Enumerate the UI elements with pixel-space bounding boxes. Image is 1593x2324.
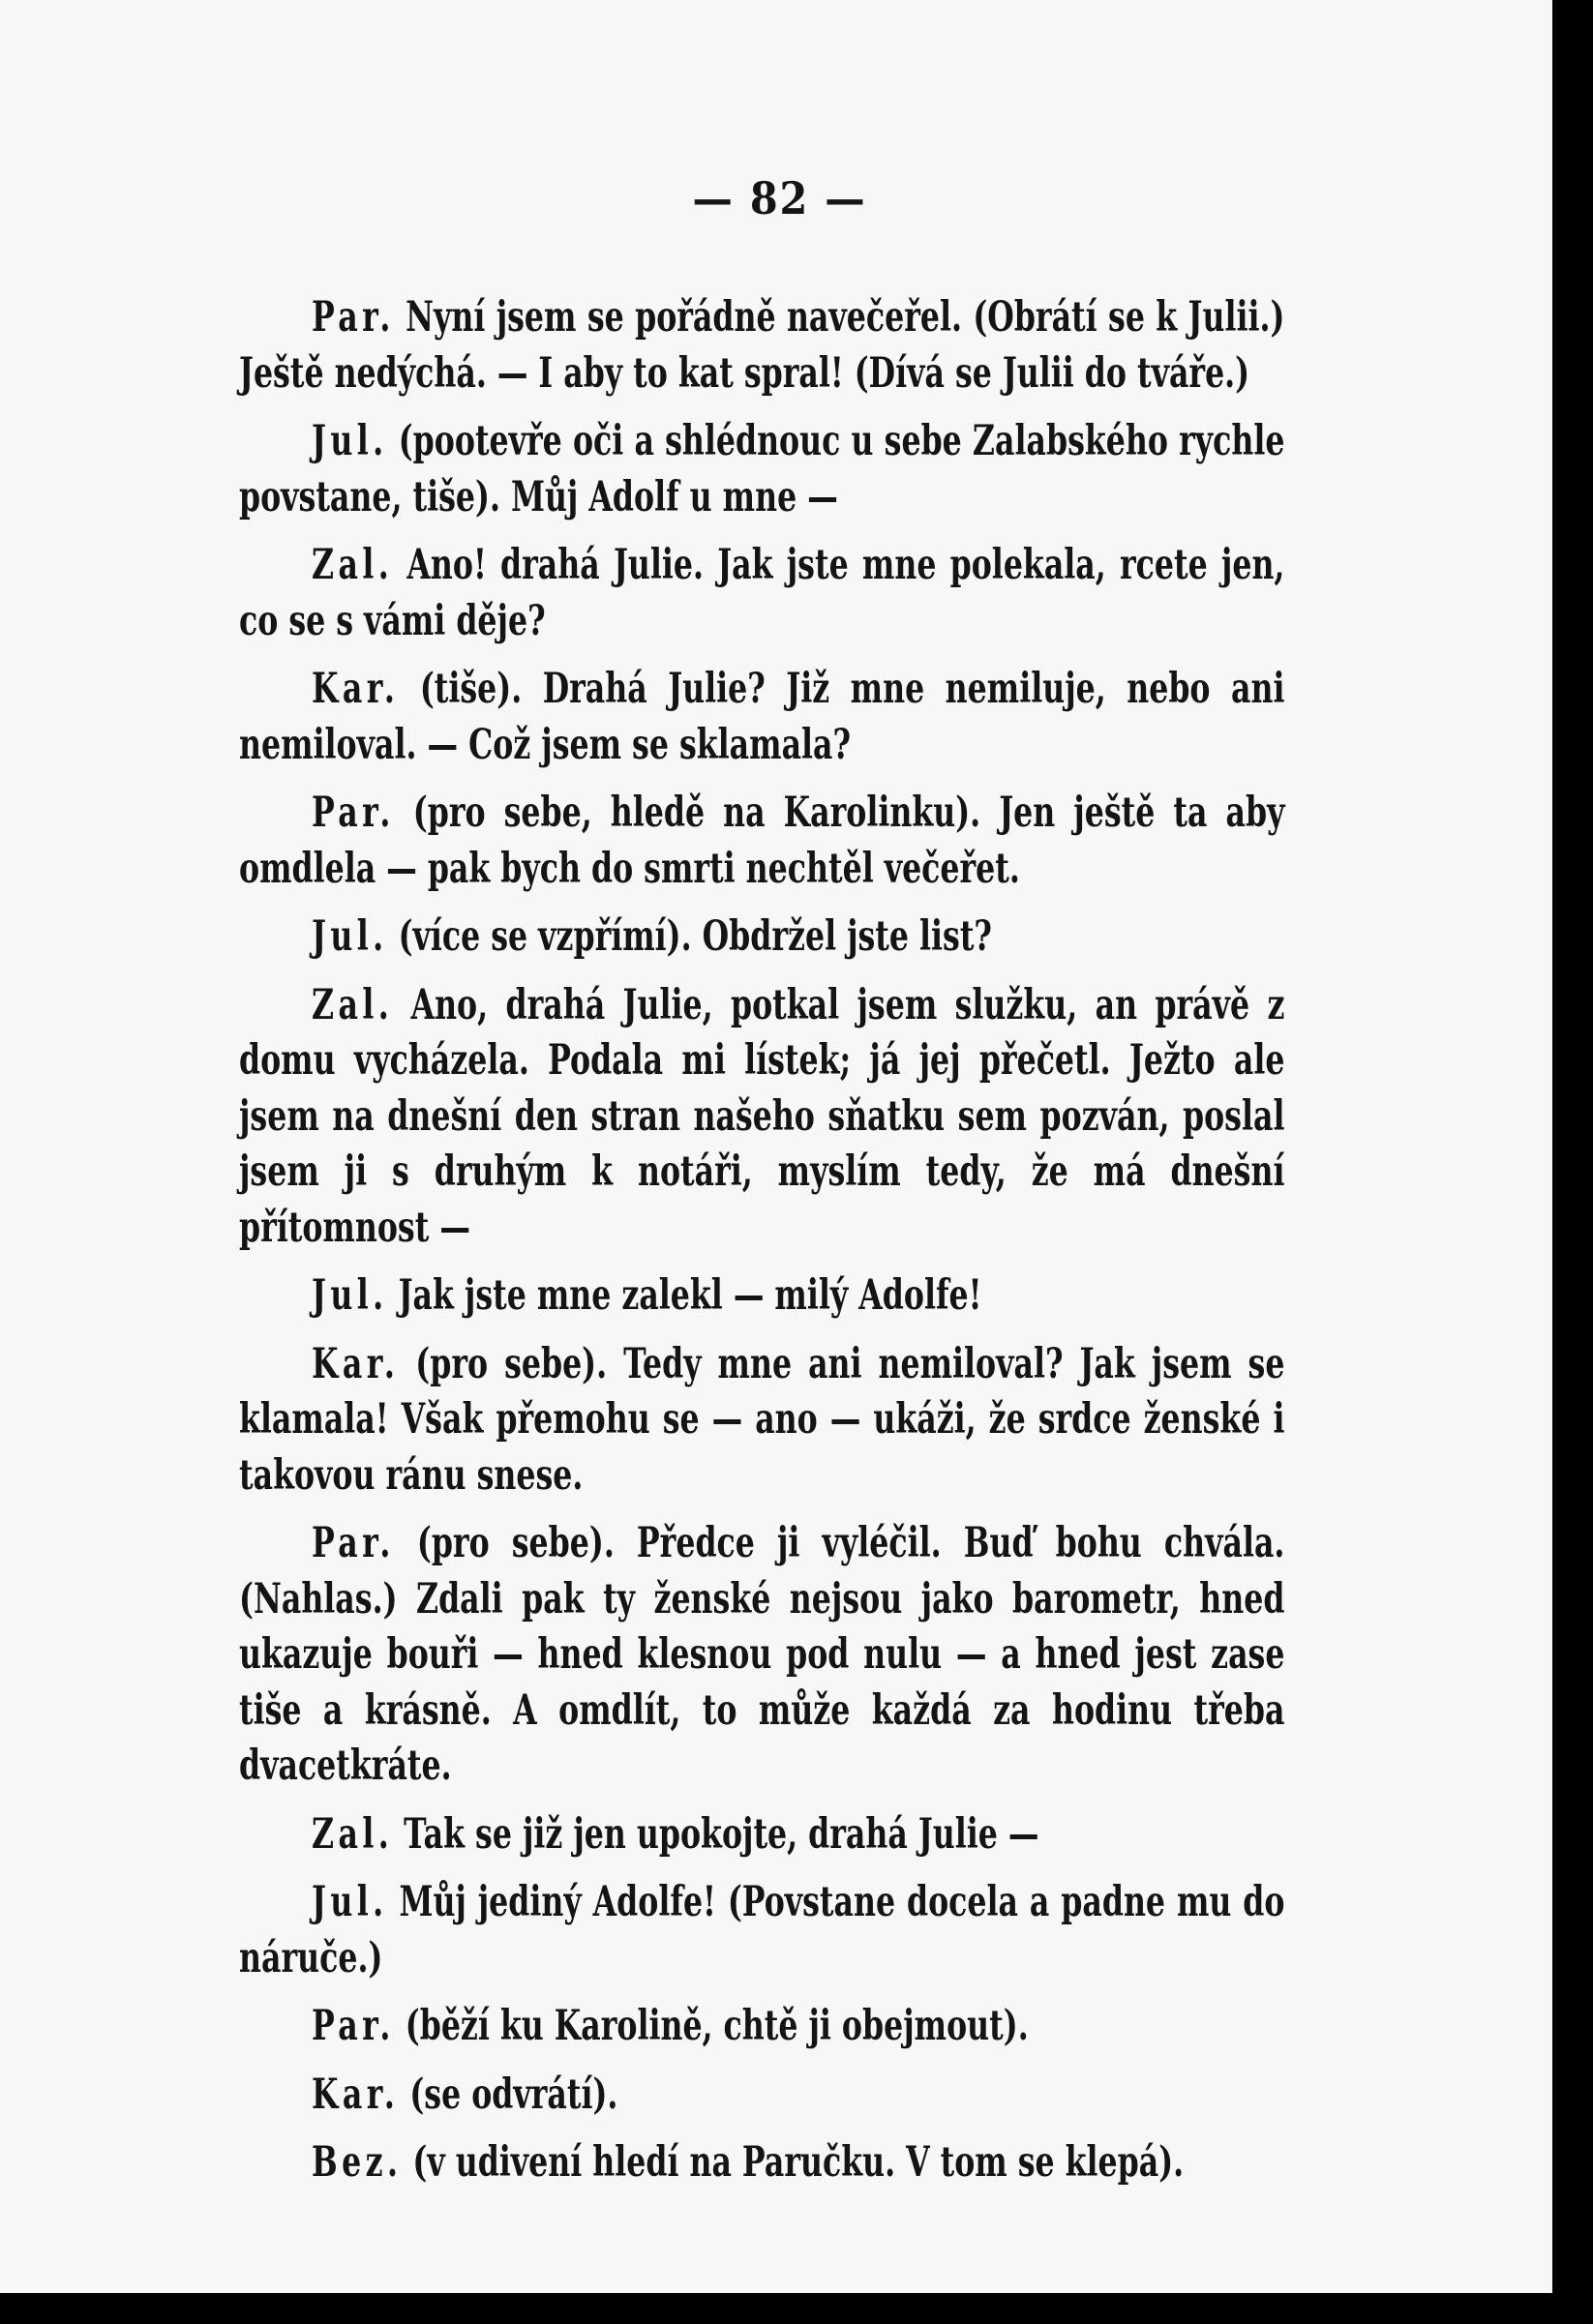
speaker-name: Zal.: [311, 541, 394, 589]
dialogue-paragraph: [239, 1999, 1284, 2055]
dialogue-paragraph: [239, 909, 1284, 966]
dialogue-line: Ano, drahá Julie, potkal jsem služku, an právě z domu vycházela. Podala mi lístek; já jej přečetl. Ježto ale jsem na dnešní den stran našeho sňatku sem pozván, poslal jsem ji s druhým k notáři, myslím tedy, že má dnešní přítomnost —: [239, 980, 1285, 1252]
dialogue-paragraph: [239, 414, 1284, 525]
dialogue-line: (v udivení hledí na Paručku. V tom se klepá).: [412, 2138, 1185, 2187]
speaker-name: Kar.: [311, 665, 400, 713]
dialogue-line: Ano! drahá Julie. Jak jste mne polekala, rcete jen, co se s vámi děje?: [239, 541, 1285, 645]
dialogue-paragraph: [239, 786, 1284, 897]
speaker-name: Par.: [311, 293, 395, 342]
speaker-name: Jul.: [311, 1878, 388, 1926]
dialogue-paragraph: [239, 978, 1284, 1257]
dialogue-line: Tak se již jen upokojte, drahá Julie —: [404, 1809, 1039, 1859]
dialogue-paragraph: [239, 2068, 1284, 2124]
speaker-name: Zal.: [311, 1809, 394, 1859]
dialogue-paragraph: [239, 1268, 1284, 1325]
dialogue-paragraph: [239, 1337, 1284, 1505]
dialogue-paragraph: [239, 2135, 1284, 2191]
speaker-name: Kar.: [311, 2070, 400, 2119]
dialogue-paragraph: [239, 290, 1284, 402]
speaker-name: Bez.: [311, 2138, 403, 2187]
dialogue-line: (pro sebe, hledě na Karolinku). Jen ještě ta aby omdlela — pak bych do smrti nechtěl večeřet.: [239, 789, 1285, 893]
dialogue-line: (tiše). Drahá Julie? Již mne nemiluje, nebo ani nemiloval. — Což jsem se sklamala?: [239, 665, 1285, 769]
dialogue-paragraph: [239, 1875, 1284, 1986]
speaker-name: Par.: [311, 2002, 395, 2050]
speaker-name: Zal.: [311, 980, 394, 1029]
dialogue-line: (pro sebe). Předce ji vyléčil. Buď bohu chvála. (Nahlas.) Zdali pak ty ženské nejsou jako barometr, hned ukazuje bouři — hned klesnou pod nulu — a hned jest zase tiše a krásně. A omdlít, to může každá za hodinu třeba dvacetkráte.: [239, 1519, 1285, 1790]
dialogue-paragraph: [239, 538, 1284, 649]
dialogue-paragraph: [239, 1516, 1284, 1795]
speaker-name: Jul.: [311, 1271, 388, 1320]
dialogue-line: (pootevře oči a shlédnouc u sebe Zalabského rychle povstane, tiše). Můj Adolf u mne —: [239, 417, 1285, 521]
dialogue-line: (běží ku Karolině, chtě ji obejmout).: [405, 2002, 1029, 2050]
dialogue-text: [239, 290, 1284, 2204]
dialogue-line: (se odvrátí).: [409, 2070, 618, 2119]
speaker-name: Jul.: [311, 912, 388, 961]
dialogue-line: Jak jste mne zalekl — milý Adolfe!: [398, 1271, 982, 1320]
dialogue-line: (pro sebe). Tedy mne ani nemiloval? Jak jsem se klamala! Však přemohu se — ano — ukáži, že srdce ženské i takovou ránu snese.: [239, 1339, 1285, 1500]
speaker-name: Par.: [311, 1519, 395, 1567]
dialogue-paragraph: [239, 1807, 1284, 1863]
speaker-name: Jul.: [311, 417, 388, 465]
dialogue-line: Nyní jsem se pořádně navečeřel. (Obrátí se k Julii.) Ještě nedýchá. — I aby to kat spral! (Dívá se Julii do tváře.): [239, 293, 1285, 398]
dialogue-line: (více se vzpřímí). Obdržel jste list?: [398, 912, 992, 961]
dialogue-paragraph: [239, 662, 1284, 773]
dialogue-line: Můj jediný Adolfe! (Povstane docela a padne mu do náruče.): [239, 1878, 1285, 1982]
speaker-name: Par.: [311, 789, 395, 837]
page-number: — 82 —: [692, 172, 867, 224]
speaker-name: Kar.: [311, 1339, 400, 1388]
